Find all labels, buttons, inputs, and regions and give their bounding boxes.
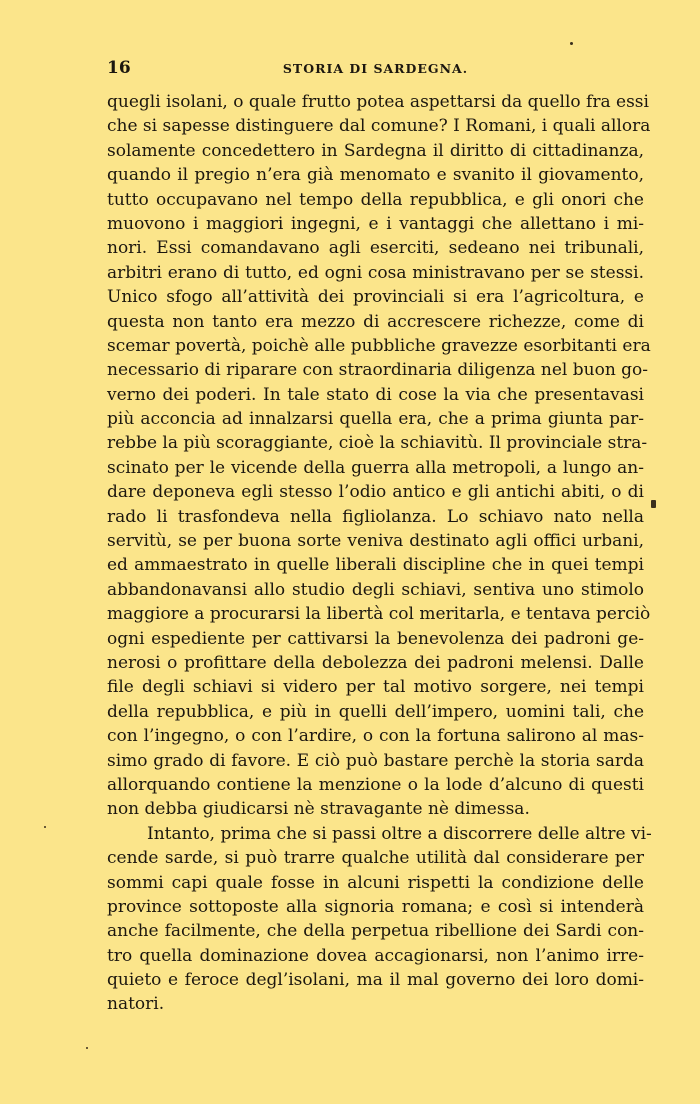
page-number: 16 xyxy=(107,58,131,78)
text-line: allorquando contiene la menzione o la lode d’alcuno di questi xyxy=(107,774,644,795)
text-line: rebbe la più scoraggiante, cioè la schiavitù. Il provinciale stra- xyxy=(107,433,648,454)
text-line: simo grado di favore. E ciò può bastare perchè la storia sarda xyxy=(107,750,644,771)
text-line: dare deponeva egli stesso l’odio antico e gli antichi abiti, o di xyxy=(107,482,644,503)
text-line: rado li trasfondeva nella figliolanza. Lo schiavo nato nella xyxy=(107,506,644,527)
text-line: tro quella dominazione dovea accagionarsi, non l’animo irre- xyxy=(107,945,644,966)
print-speck xyxy=(651,500,656,508)
text-line: con l’ingegno, o con l’ardire, o con la fortuna salirono al mas- xyxy=(107,726,644,747)
text-line: scinato per le vicende della guerra alla metropoli, a lungo an- xyxy=(107,457,644,478)
page-header xyxy=(107,58,644,82)
text-line: Unico sfogo all’attività dei provinciali si era l’agricoltura, e xyxy=(107,287,644,308)
text-line: cende sarde, si può trarre qualche utilità dal considerare per xyxy=(107,848,644,869)
print-speck xyxy=(44,826,46,828)
text-line: quegli isolani, o quale frutto potea aspettarsi da quello fra essi xyxy=(107,92,649,112)
text-line: verno dei poderi. In tale stato di cose la via che presentavasi xyxy=(107,384,644,405)
text-line: della repubblica, e più in quelli dell’impero, uomini tali, che xyxy=(107,701,644,722)
text-line: nori. Essi comandavano agli eserciti, sedeano nei tribunali, xyxy=(107,238,644,259)
text-line: abbandonavansi allo studio degli schiavi, sentiva uno stimolo xyxy=(107,579,644,600)
text-line: arbitri erano di tutto, ed ogni cosa ministravano per se stessi. xyxy=(107,262,644,283)
text-line: province sottoposte alla signoria romana; e così si intenderà xyxy=(107,896,644,917)
text-line: quieto e feroce degl’isolani, ma il mal governo dei loro domi- xyxy=(107,970,644,991)
text-line: muovono i maggiori ingegni, e i vantaggi che allettano i mi- xyxy=(107,213,644,234)
text-line: maggiore a procurarsi la libertà col meritarla, e tentava perciò xyxy=(107,604,651,625)
text-line: nerosi o profittare della debolezza dei padroni melensi. Dalle xyxy=(107,652,644,673)
text-line: questa non tanto era mezzo di accrescere richezze, come di xyxy=(107,311,644,332)
text-line: Intanto, prima che si passi oltre a discorrere delle altre vi- xyxy=(147,823,652,844)
text-line: necessario di riparare con straordinaria diligenza nel buon go- xyxy=(107,360,649,381)
text-line: che si sapesse distinguere dal comune? I Romani, i quali allora xyxy=(107,116,651,137)
text-line: più acconcia ad innalzarsi quella era, che a prima giunta par- xyxy=(107,409,644,430)
paragraph xyxy=(107,90,651,822)
text-line: file degli schiavi si videro per tal motivo sorgere, nei tempi xyxy=(107,677,644,698)
paragraph xyxy=(107,822,652,1017)
text-line: natori. xyxy=(107,994,165,1015)
text-line: solamente concedettero in Sardegna il diritto di cittadinanza, xyxy=(107,140,644,161)
text-line: ed ammaestrato in quelle liberali discipline che in quei tempi xyxy=(107,555,644,576)
text-line: non debba giudicarsi nè stravagante nè dimessa. xyxy=(107,799,530,820)
text-line: scemar povertà, poichè alle pubbliche gravezze esorbitanti era xyxy=(107,335,651,356)
print-speck xyxy=(570,42,573,45)
text-line: tutto occupavano nel tempo della repubblica, e gli onori che xyxy=(107,189,644,210)
running-head: STORIA DI SARDEGNA. xyxy=(282,61,469,76)
body-text xyxy=(107,90,652,1017)
text-line: anche facilmente, che della perpetua ribellione dei Sardi con- xyxy=(107,921,644,942)
text-line: ogni espediente per cattivarsi la benevolenza dei padroni ge- xyxy=(107,628,644,649)
text-line: sommi capi quale fosse in alcuni rispetti la condizione delle xyxy=(107,872,644,893)
text-line: servitù, se per buona sorte veniva destinato agli offici urbani, xyxy=(107,531,644,552)
text-line: quando il pregio n’era già menomato e svanito il giovamento, xyxy=(107,165,644,186)
print-speck xyxy=(86,1047,88,1049)
